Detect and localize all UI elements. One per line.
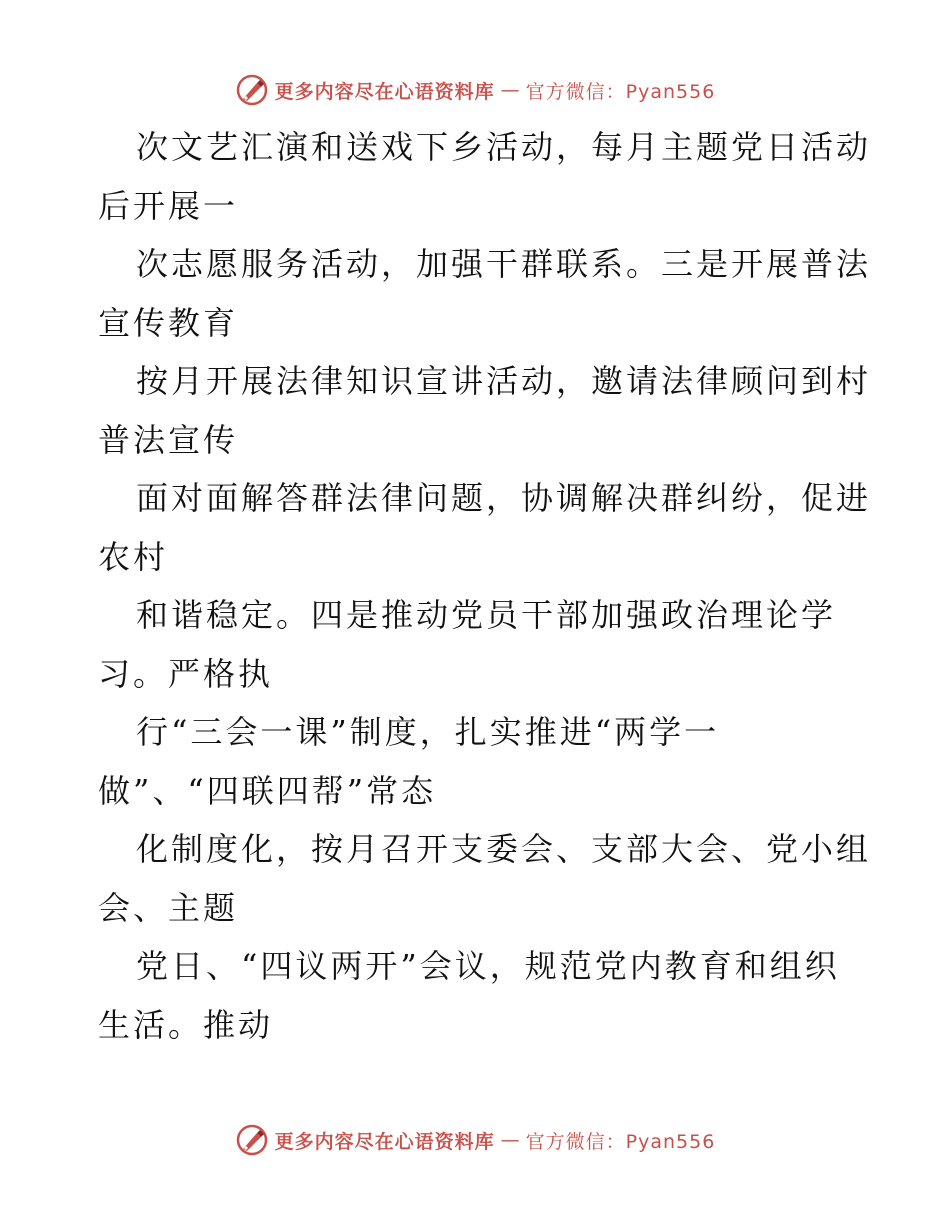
document-body (98, 118, 872, 1054)
text-line: 次志愿服务活动，加强干群联系。三是开展普法 (136, 245, 872, 283)
text-line: 按月开展法律知识宣讲活动，邀请法律顾问到村 (136, 362, 872, 400)
text-line: 行“三会一课”制度，扎实推进“两学一 (136, 713, 720, 751)
text-line: 党日、“四议两开”会议，规范党内教育和组织 (136, 947, 840, 985)
header-watermark (0, 70, 950, 110)
text-line: 和谐稳定。四是推动党员干部加强政治理论学 (136, 596, 837, 634)
text-line: 生活。推动 (98, 1005, 274, 1044)
text-line: 次文艺汇演和送戏下乡活动，每月主题党日活动 (136, 128, 872, 166)
text-line: 习。严格执 (98, 654, 274, 693)
watermark-separator: — (500, 1129, 520, 1151)
watermark-separator: — (500, 79, 520, 101)
pen-logo-icon (235, 1123, 269, 1157)
text-line: 宣传教育 (98, 303, 239, 342)
watermark-wechat-text: 官方微信：Pyan556 (525, 80, 716, 103)
watermark-main-text: 更多内容尽在心语资料库 (274, 80, 495, 103)
watermark-main-text: 更多内容尽在心语资料库 (274, 1130, 495, 1153)
text-line: 后开展一 (98, 186, 239, 225)
text-line: 做”、“四联四帮”常态 (98, 771, 437, 810)
pen-logo-icon (235, 73, 269, 107)
text-line: 农村 (98, 537, 169, 576)
footer-watermark (0, 1120, 950, 1160)
watermark-wechat-text: 官方微信：Pyan556 (525, 1130, 716, 1153)
text-line: 面对面解答群法律问题，协调解决群纠纷，促进 (136, 479, 872, 517)
text-line: 会、主题 (98, 888, 239, 927)
text-line: 化制度化，按月召开支委会、支部大会、党小组 (136, 830, 872, 868)
text-line: 普法宣传 (98, 420, 239, 459)
